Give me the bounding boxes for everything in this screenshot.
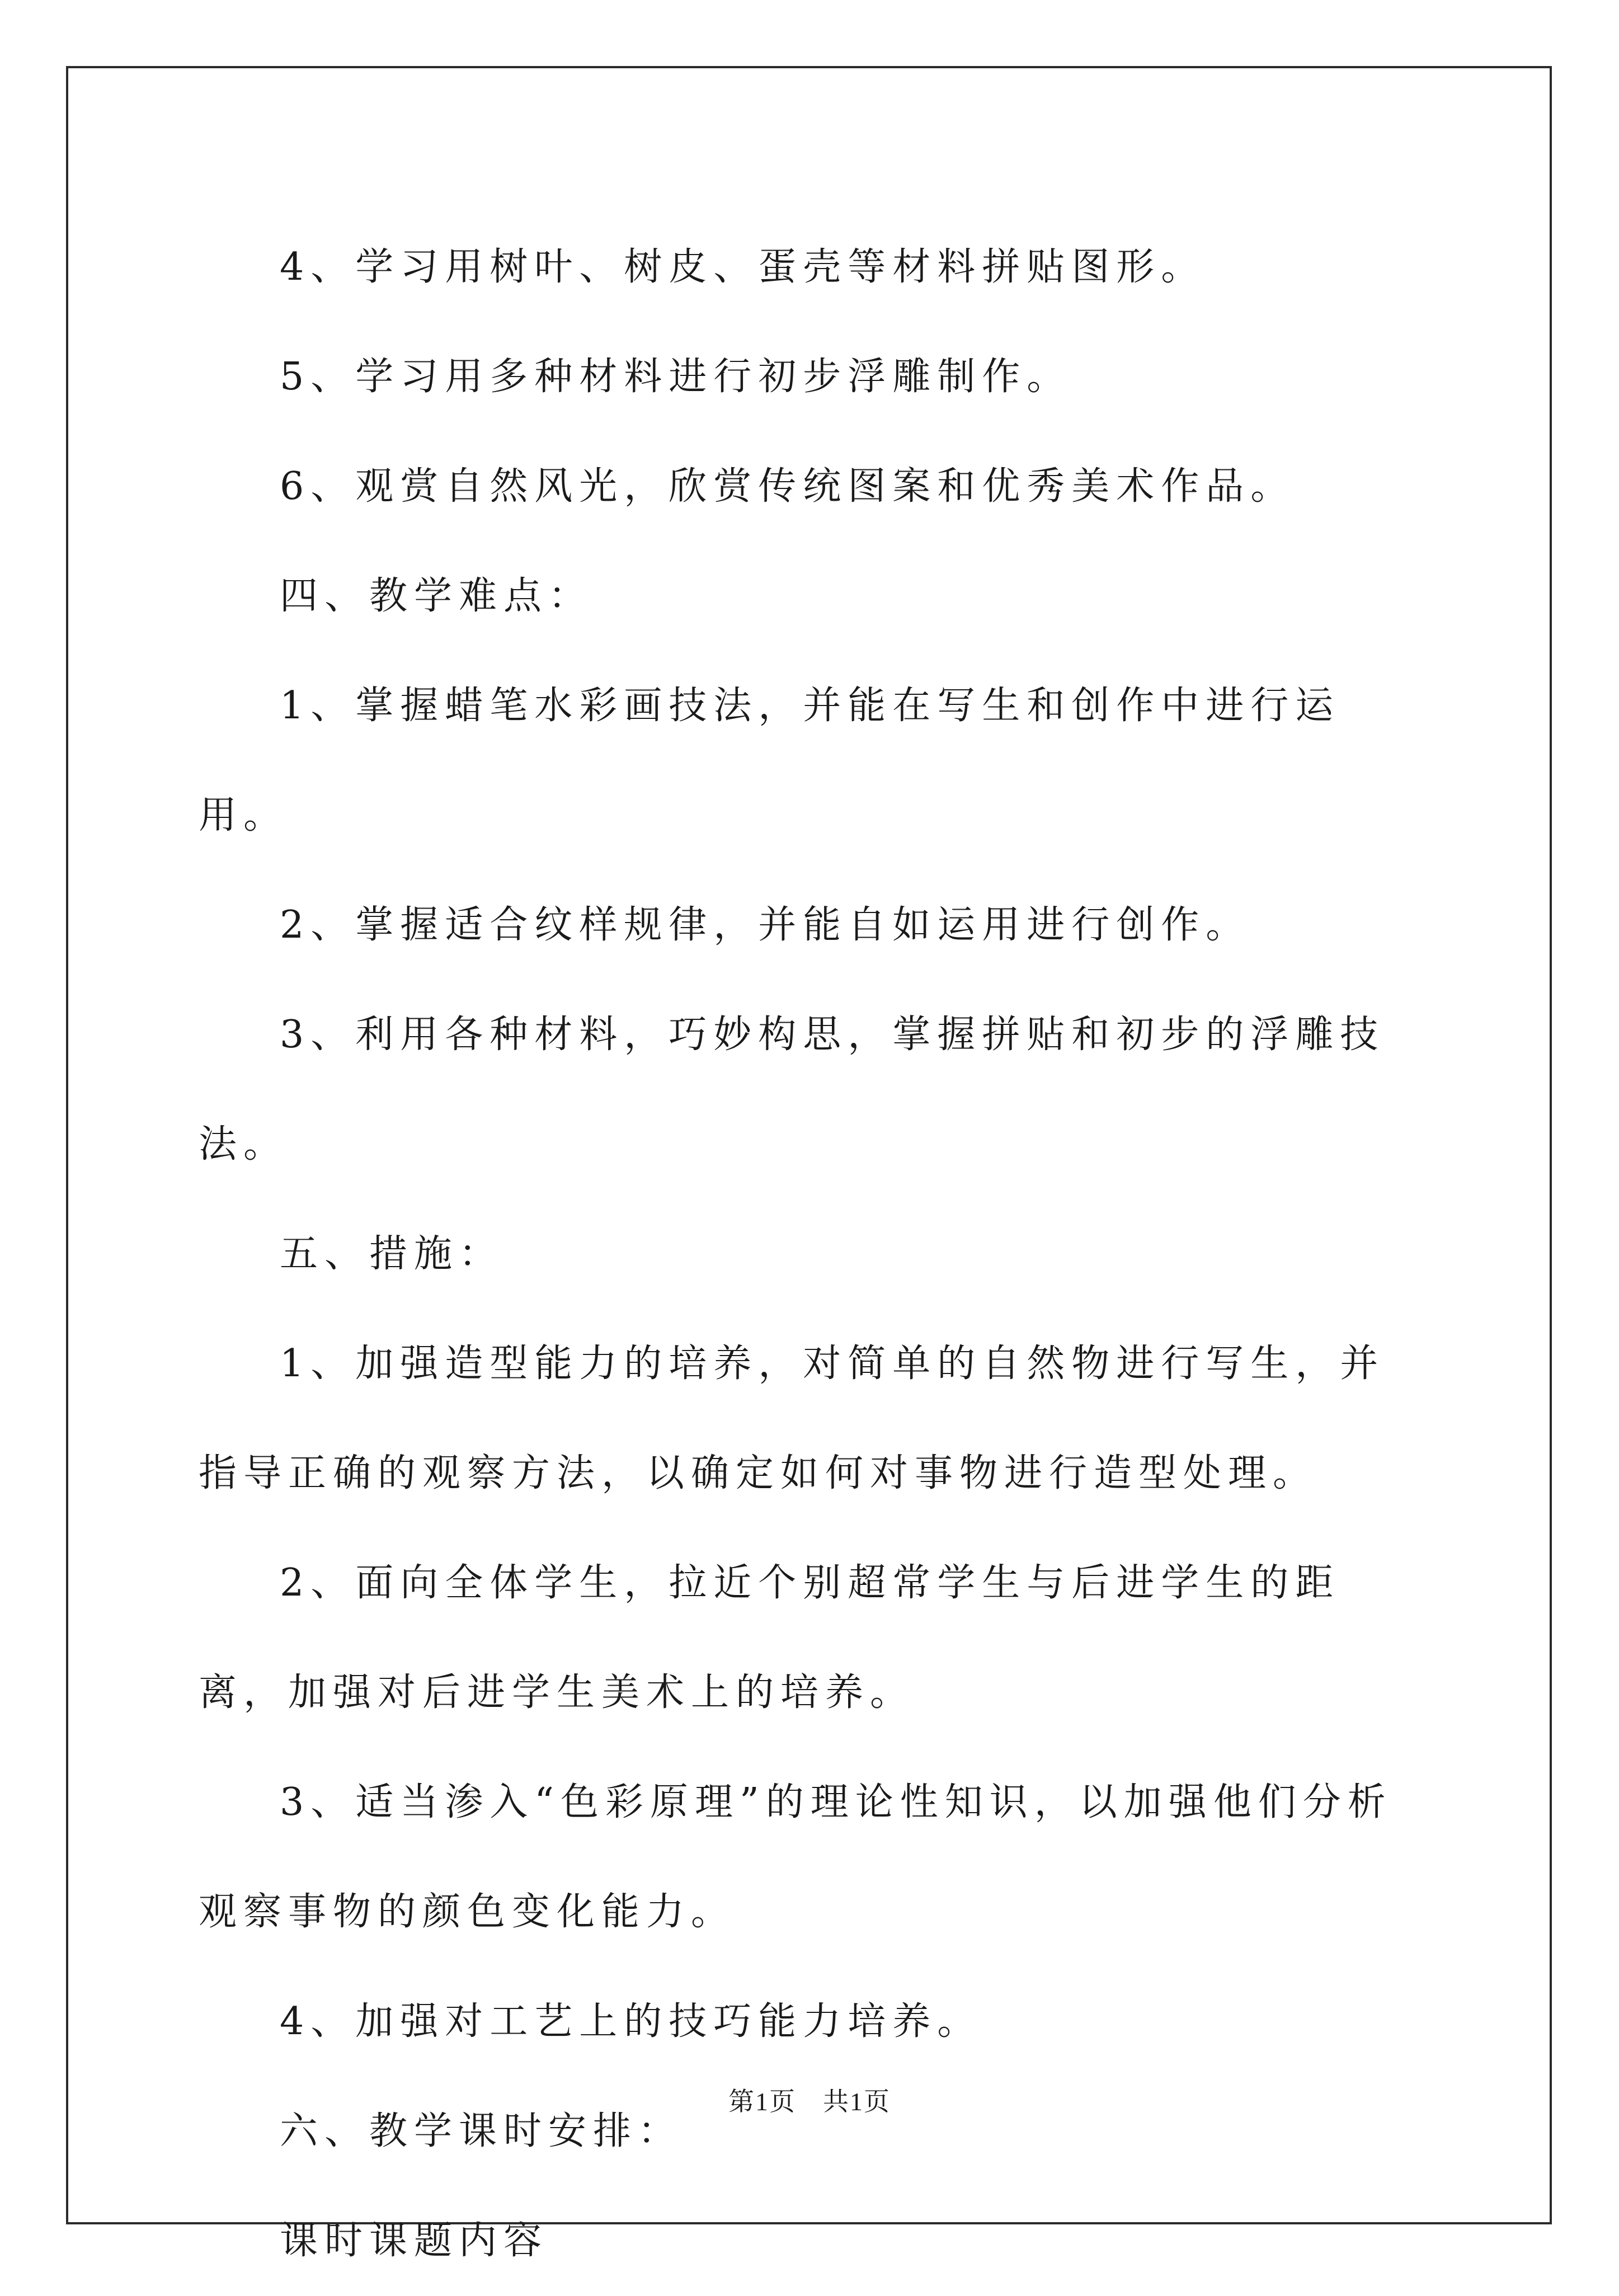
paragraph: 5、学习用多种材料进行初步浮雕制作。 (280, 355, 1072, 399)
section-heading: 四、教学难点： (280, 574, 594, 618)
section-heading: 六、教学课时安排： (280, 2109, 683, 2153)
page-number-total: 共1页 (823, 2087, 891, 2116)
paragraph: 2、掌握适合纹样规律，并能自如运用进行创作。 (280, 903, 1251, 947)
paragraph: 1、掌握蜡笔水彩画技法，并能在写生和创作中进行运用。 (199, 684, 1340, 838)
page-number-current: 第1页 (728, 2087, 796, 2116)
paragraph: 1、加强造型能力的培养，对简单的自然物进行写生，并指导正确的观察方法，以确定如何对事物进行造型处理。 (199, 1342, 1385, 1495)
paragraph: 4、学习用树叶、树皮、蛋壳等材料拼贴图形。 (280, 245, 1206, 289)
paragraph: 2、面向全体学生，拉近个别超常学生与后进学生的距离，加强对后进学生美术上的培养。 (199, 1561, 1340, 1715)
paragraph: 3、适当渗入“色彩原理”的理论性知识，以加强他们分析观察事物的颜色变化能力。 (199, 1780, 1392, 1934)
document-body (199, 213, 1429, 2296)
section-heading: 五、措施： (280, 1232, 504, 1276)
paragraph: 6、观赏自然风光，欣赏传统图案和优秀美术作品。 (280, 464, 1296, 509)
page-footer (0, 2081, 1619, 2118)
paragraph: 4、加强对工艺上的技巧能力培养。 (280, 1999, 982, 2044)
paragraph: 3、利用各种材料，巧妙构思，掌握拼贴和初步的浮雕技法。 (199, 1013, 1385, 1166)
paragraph: 课时课题内容 (280, 2219, 549, 2263)
